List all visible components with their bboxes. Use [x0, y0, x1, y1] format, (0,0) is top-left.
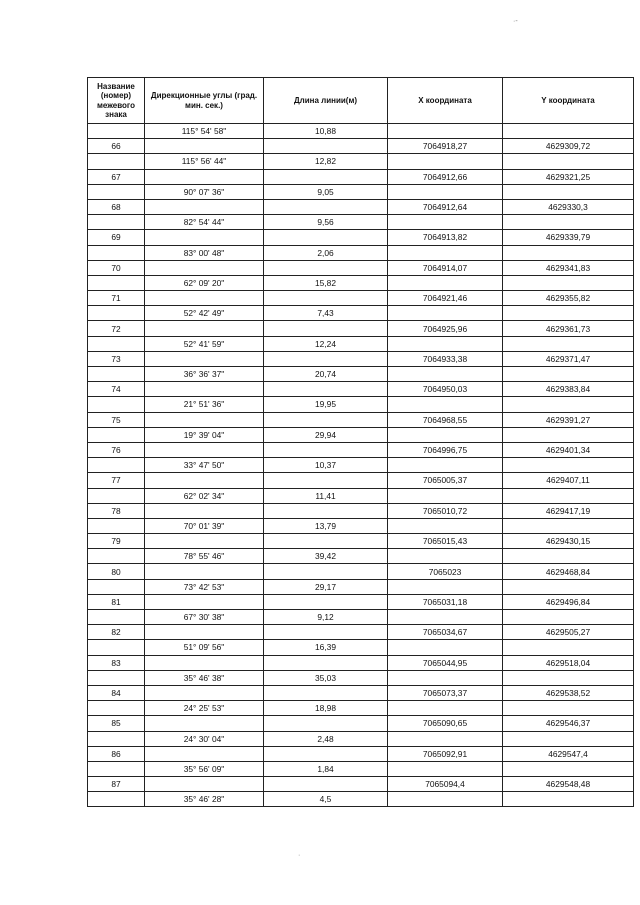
cell-angle — [145, 260, 264, 275]
cell-x: 7064913,82 — [388, 230, 503, 245]
cell-length — [264, 169, 388, 184]
table-row — [88, 169, 634, 184]
cell-angle: 78° 55' 46" — [145, 549, 264, 564]
cell-x — [388, 245, 503, 260]
table-row — [88, 716, 634, 731]
cell-angle — [145, 716, 264, 731]
table-row — [88, 640, 634, 655]
table-row — [88, 473, 634, 488]
cell-name — [88, 579, 145, 594]
cell-angle — [145, 199, 264, 214]
cell-name — [88, 215, 145, 230]
table-row — [88, 154, 634, 169]
cell-y — [503, 731, 634, 746]
cell-name — [88, 640, 145, 655]
cell-x — [388, 397, 503, 412]
cell-length: 11,41 — [264, 488, 388, 503]
cell-name: 85 — [88, 716, 145, 731]
scan-speck: ·- — [513, 18, 518, 25]
cell-y: 4629383,84 — [503, 382, 634, 397]
cell-name — [88, 184, 145, 199]
cell-angle: 62° 09' 20" — [145, 275, 264, 290]
cell-x: 7065073,37 — [388, 685, 503, 700]
cell-y: 4629391,27 — [503, 412, 634, 427]
cell-y — [503, 306, 634, 321]
cell-length — [264, 351, 388, 366]
cell-name — [88, 397, 145, 412]
cell-length: 9,56 — [264, 215, 388, 230]
cell-length — [264, 655, 388, 670]
cell-angle — [145, 139, 264, 154]
cell-x: 7064996,75 — [388, 442, 503, 457]
cell-angle: 36° 36' 37" — [145, 367, 264, 382]
cell-y: 4629468,84 — [503, 564, 634, 579]
table-row — [88, 594, 634, 609]
cell-x: 7064968,55 — [388, 412, 503, 427]
cell-name — [88, 124, 145, 139]
cell-y: 4629321,25 — [503, 169, 634, 184]
cell-name: 82 — [88, 625, 145, 640]
cell-y: 4629496,84 — [503, 594, 634, 609]
cell-length — [264, 625, 388, 640]
cell-length: 2,48 — [264, 731, 388, 746]
cell-name: 87 — [88, 777, 145, 792]
cell-y: 4629355,82 — [503, 291, 634, 306]
cell-name — [88, 549, 145, 564]
table-row — [88, 761, 634, 776]
cell-x — [388, 610, 503, 625]
cell-x — [388, 488, 503, 503]
cell-length — [264, 473, 388, 488]
cell-name: 72 — [88, 321, 145, 336]
cell-angle: 24° 25' 53" — [145, 701, 264, 716]
cell-x: 7064912,64 — [388, 199, 503, 214]
table-row — [88, 488, 634, 503]
cell-angle: 21° 51' 36" — [145, 397, 264, 412]
cell-length — [264, 746, 388, 761]
cell-angle — [145, 746, 264, 761]
cell-angle — [145, 291, 264, 306]
cell-x — [388, 761, 503, 776]
cell-angle: 62° 02' 34" — [145, 488, 264, 503]
cell-length: 4,5 — [264, 792, 388, 807]
cell-x — [388, 731, 503, 746]
cell-y — [503, 792, 634, 807]
cell-y — [503, 640, 634, 655]
cell-y — [503, 761, 634, 776]
cell-length: 1,84 — [264, 761, 388, 776]
table-row — [88, 245, 634, 260]
cell-name — [88, 275, 145, 290]
cell-x — [388, 184, 503, 199]
cell-name: 76 — [88, 442, 145, 457]
table-body — [88, 124, 634, 807]
cell-length: 20,74 — [264, 367, 388, 382]
cell-x: 7065090,65 — [388, 716, 503, 731]
cell-y — [503, 275, 634, 290]
table-row — [88, 215, 634, 230]
cell-length — [264, 564, 388, 579]
cell-length: 10,88 — [264, 124, 388, 139]
cell-x: 7065005,37 — [388, 473, 503, 488]
cell-x — [388, 124, 503, 139]
cell-angle: 52° 41' 59" — [145, 336, 264, 351]
cell-angle: 90° 07' 36" — [145, 184, 264, 199]
table-row — [88, 442, 634, 457]
cell-x — [388, 154, 503, 169]
cell-name — [88, 518, 145, 533]
cell-length — [264, 777, 388, 792]
cell-y — [503, 245, 634, 260]
cell-name: 74 — [88, 382, 145, 397]
table-row — [88, 655, 634, 670]
cell-name: 81 — [88, 594, 145, 609]
cell-name — [88, 488, 145, 503]
cell-y — [503, 579, 634, 594]
table-row — [88, 306, 634, 321]
table-row — [88, 564, 634, 579]
table-row — [88, 139, 634, 154]
cell-length: 7,43 — [264, 306, 388, 321]
table-row — [88, 549, 634, 564]
cell-name — [88, 154, 145, 169]
cell-y: 4629330,3 — [503, 199, 634, 214]
cell-angle — [145, 625, 264, 640]
table-row — [88, 367, 634, 382]
cell-angle: 33° 47' 50" — [145, 458, 264, 473]
table-row — [88, 731, 634, 746]
cell-y: 4629371,47 — [503, 351, 634, 366]
cell-angle: 52° 42' 49" — [145, 306, 264, 321]
header-angle: Дирекционные углы (град. мин. сек.) — [145, 78, 264, 124]
cell-angle — [145, 230, 264, 245]
cell-length — [264, 685, 388, 700]
table-row — [88, 230, 634, 245]
header-length: Длина линии(м) — [264, 78, 388, 124]
cell-y: 4629361,73 — [503, 321, 634, 336]
cell-length: 10,37 — [264, 458, 388, 473]
cell-angle — [145, 777, 264, 792]
cell-length: 16,39 — [264, 640, 388, 655]
cell-angle: 82° 54' 44" — [145, 215, 264, 230]
cell-y — [503, 154, 634, 169]
cell-x: 7065094,4 — [388, 777, 503, 792]
cell-x — [388, 670, 503, 685]
cell-y: 4629309,72 — [503, 139, 634, 154]
cell-angle: 115° 56' 44" — [145, 154, 264, 169]
cell-length — [264, 594, 388, 609]
cell-name — [88, 306, 145, 321]
cell-x: 7065031,18 — [388, 594, 503, 609]
header-y: Y координата — [503, 78, 634, 124]
cell-length — [264, 716, 388, 731]
cell-angle: 35° 46' 28" — [145, 792, 264, 807]
cell-name — [88, 458, 145, 473]
table-row — [88, 321, 634, 336]
cell-name: 69 — [88, 230, 145, 245]
cell-angle: 70° 01' 39" — [145, 518, 264, 533]
cell-x: 7065034,67 — [388, 625, 503, 640]
cell-y: 4629417,19 — [503, 503, 634, 518]
cell-x — [388, 579, 503, 594]
cell-y: 4629505,27 — [503, 625, 634, 640]
cell-x — [388, 427, 503, 442]
cell-length: 2,06 — [264, 245, 388, 260]
cell-angle: 115° 54' 58" — [145, 124, 264, 139]
cell-x: 7065092,91 — [388, 746, 503, 761]
cell-x — [388, 336, 503, 351]
cell-length: 13,79 — [264, 518, 388, 533]
cell-name: 78 — [88, 503, 145, 518]
cell-y: 4629341,83 — [503, 260, 634, 275]
table-row — [88, 625, 634, 640]
cell-angle: 67° 30' 38" — [145, 610, 264, 625]
cell-angle — [145, 412, 264, 427]
cell-name: 79 — [88, 534, 145, 549]
cell-length — [264, 139, 388, 154]
cell-x: 7064933,38 — [388, 351, 503, 366]
cell-name — [88, 701, 145, 716]
cell-name: 66 — [88, 139, 145, 154]
table-row — [88, 458, 634, 473]
cell-x: 7064921,46 — [388, 291, 503, 306]
table-row — [88, 670, 634, 685]
cell-name — [88, 761, 145, 776]
cell-length: 9,12 — [264, 610, 388, 625]
cell-name: 70 — [88, 260, 145, 275]
cell-length: 19,95 — [264, 397, 388, 412]
cell-x: 7064918,27 — [388, 139, 503, 154]
cell-y — [503, 549, 634, 564]
cell-name: 67 — [88, 169, 145, 184]
cell-angle: 73° 42' 53" — [145, 579, 264, 594]
cell-angle — [145, 442, 264, 457]
table-row — [88, 291, 634, 306]
cell-y — [503, 397, 634, 412]
cell-y — [503, 124, 634, 139]
boundary-coordinates-table — [87, 77, 634, 807]
table-row — [88, 382, 634, 397]
coordinates-sheet — [87, 77, 633, 807]
cell-x: 7065044,95 — [388, 655, 503, 670]
cell-x: 7064912,66 — [388, 169, 503, 184]
cell-length: 12,82 — [264, 154, 388, 169]
cell-name: 86 — [88, 746, 145, 761]
cell-y — [503, 367, 634, 382]
table-row — [88, 579, 634, 594]
table-row — [88, 351, 634, 366]
header-x: X координата — [388, 78, 503, 124]
cell-x: 7064925,96 — [388, 321, 503, 336]
table-row — [88, 701, 634, 716]
cell-y — [503, 701, 634, 716]
cell-length — [264, 534, 388, 549]
cell-name — [88, 427, 145, 442]
cell-name — [88, 336, 145, 351]
table-row — [88, 518, 634, 533]
header-row — [88, 78, 634, 124]
cell-angle — [145, 169, 264, 184]
table-row — [88, 777, 634, 792]
cell-angle — [145, 685, 264, 700]
table-row — [88, 610, 634, 625]
cell-angle: 83° 00' 48" — [145, 245, 264, 260]
cell-angle — [145, 594, 264, 609]
cell-y — [503, 336, 634, 351]
cell-angle — [145, 534, 264, 549]
table-row — [88, 184, 634, 199]
cell-x — [388, 640, 503, 655]
cell-length: 15,82 — [264, 275, 388, 290]
cell-y — [503, 610, 634, 625]
cell-length: 18,98 — [264, 701, 388, 716]
cell-y — [503, 458, 634, 473]
table-row — [88, 503, 634, 518]
cell-y: 4629546,37 — [503, 716, 634, 731]
cell-x: 7064914,07 — [388, 260, 503, 275]
cell-length — [264, 199, 388, 214]
cell-length: 9,05 — [264, 184, 388, 199]
cell-name: 84 — [88, 685, 145, 700]
cell-length: 29,94 — [264, 427, 388, 442]
cell-name — [88, 367, 145, 382]
table-row — [88, 427, 634, 442]
cell-angle — [145, 351, 264, 366]
table-row — [88, 124, 634, 139]
cell-length — [264, 321, 388, 336]
cell-angle — [145, 473, 264, 488]
cell-name: 68 — [88, 199, 145, 214]
cell-x — [388, 215, 503, 230]
cell-angle: 24° 30' 04" — [145, 731, 264, 746]
cell-length — [264, 412, 388, 427]
cell-length: 39,42 — [264, 549, 388, 564]
cell-y: 4629339,79 — [503, 230, 634, 245]
cell-x: 7065015,43 — [388, 534, 503, 549]
cell-name: 73 — [88, 351, 145, 366]
header-name: Название (номер) межевого знака — [88, 78, 145, 124]
cell-angle — [145, 321, 264, 336]
cell-x — [388, 275, 503, 290]
cell-x — [388, 792, 503, 807]
cell-name: 75 — [88, 412, 145, 427]
cell-y: 4629401,34 — [503, 442, 634, 457]
cell-x — [388, 367, 503, 382]
cell-y: 4629407,11 — [503, 473, 634, 488]
scan-speck: · — [298, 852, 301, 859]
cell-angle — [145, 655, 264, 670]
cell-length — [264, 260, 388, 275]
cell-length: 29,17 — [264, 579, 388, 594]
cell-name — [88, 731, 145, 746]
cell-name: 83 — [88, 655, 145, 670]
table-row — [88, 397, 634, 412]
cell-y — [503, 184, 634, 199]
cell-length — [264, 230, 388, 245]
cell-angle — [145, 564, 264, 579]
cell-x: 7065023 — [388, 564, 503, 579]
table-row — [88, 336, 634, 351]
cell-name — [88, 610, 145, 625]
table-row — [88, 199, 634, 214]
cell-length: 35,03 — [264, 670, 388, 685]
table-row — [88, 275, 634, 290]
cell-x — [388, 701, 503, 716]
cell-length — [264, 442, 388, 457]
table-row — [88, 412, 634, 427]
cell-name — [88, 670, 145, 685]
cell-y — [503, 427, 634, 442]
cell-y — [503, 518, 634, 533]
cell-y: 4629547,4 — [503, 746, 634, 761]
cell-x — [388, 518, 503, 533]
cell-name — [88, 792, 145, 807]
cell-length — [264, 503, 388, 518]
cell-name — [88, 245, 145, 260]
table-row — [88, 685, 634, 700]
cell-y: 4629538,52 — [503, 685, 634, 700]
cell-angle: 35° 46' 38" — [145, 670, 264, 685]
cell-x: 7064950,03 — [388, 382, 503, 397]
cell-name: 80 — [88, 564, 145, 579]
cell-angle: 51° 09' 56" — [145, 640, 264, 655]
cell-x — [388, 458, 503, 473]
cell-y: 4629518,04 — [503, 655, 634, 670]
cell-y — [503, 215, 634, 230]
cell-angle: 19° 39' 04" — [145, 427, 264, 442]
table-row — [88, 534, 634, 549]
cell-x: 7065010,72 — [388, 503, 503, 518]
cell-x — [388, 306, 503, 321]
cell-angle — [145, 382, 264, 397]
cell-y — [503, 670, 634, 685]
cell-name: 71 — [88, 291, 145, 306]
cell-x — [388, 549, 503, 564]
cell-name: 77 — [88, 473, 145, 488]
table-row — [88, 746, 634, 761]
table-row — [88, 260, 634, 275]
cell-length — [264, 382, 388, 397]
cell-y — [503, 488, 634, 503]
table-header — [88, 78, 634, 124]
cell-angle: 35° 56' 09" — [145, 761, 264, 776]
table-row — [88, 792, 634, 807]
cell-angle — [145, 503, 264, 518]
cell-y: 4629548,48 — [503, 777, 634, 792]
cell-length: 12,24 — [264, 336, 388, 351]
cell-y: 4629430,15 — [503, 534, 634, 549]
cell-length — [264, 291, 388, 306]
